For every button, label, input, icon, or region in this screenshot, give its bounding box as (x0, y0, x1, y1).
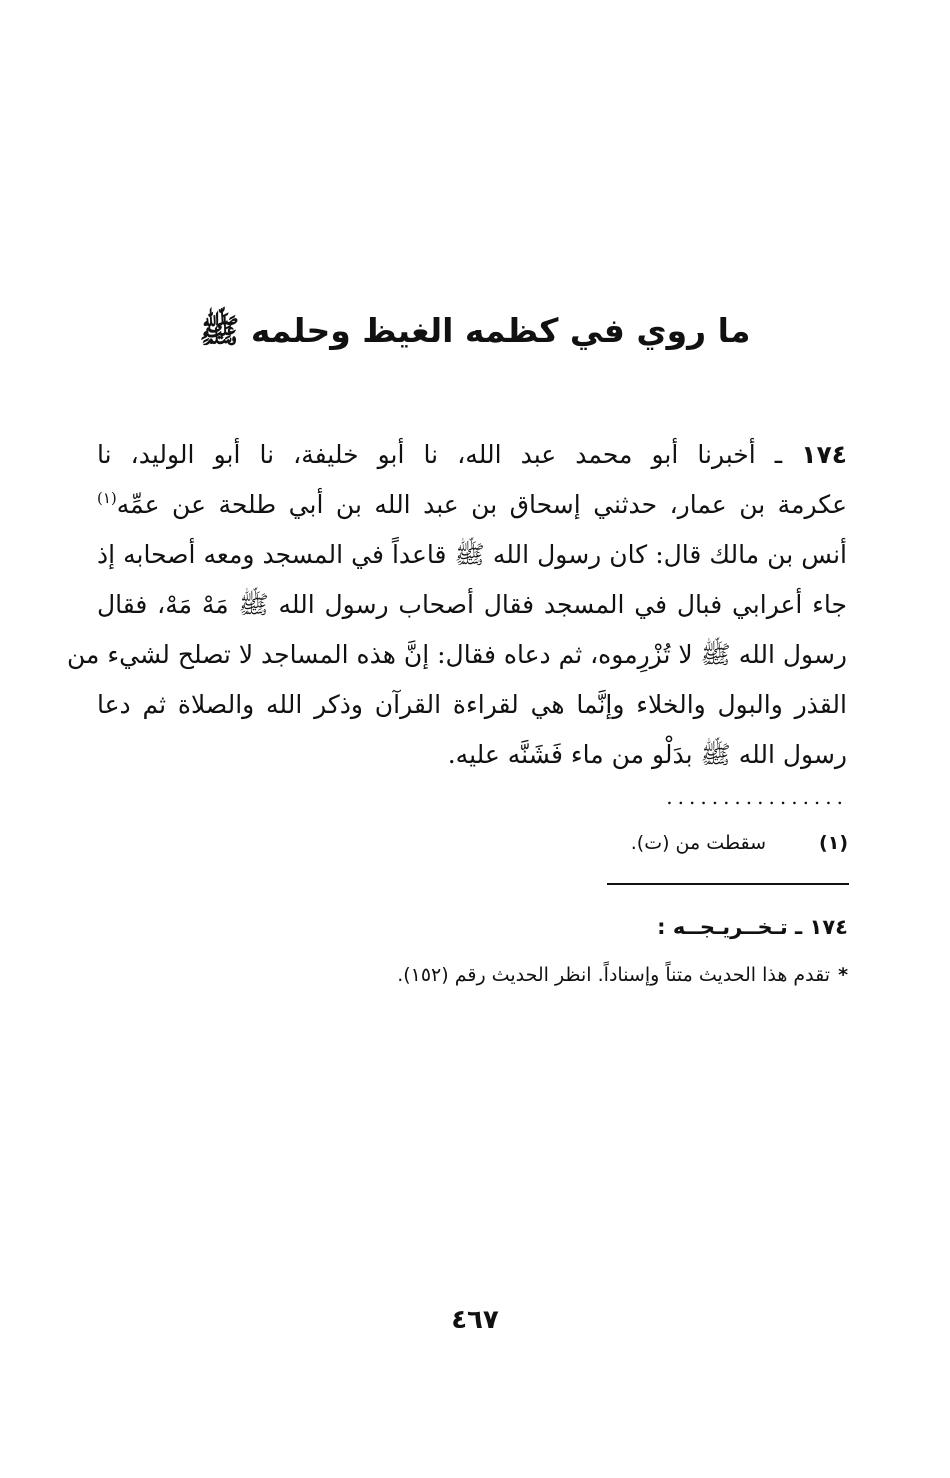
asterisk-icon: * (838, 964, 848, 986)
hadith-line-5: رسول الله ﷺ لا تُزْرِموه، ثم دعاه فقال: إنَّ هذه المساجد لا تصلح لشيء من (67, 640, 847, 669)
hadith-line-1-text: أخبرنا أبو محمد عبد الله، نا أبو خليفة، نا أبو الوليد، نا (97, 440, 756, 469)
chapter-title: ما روي في كظمه الغيظ وحلمه ﷺ (199, 311, 751, 350)
hadith-body (67, 430, 848, 780)
takhrij-note (230, 958, 848, 992)
hadith-line-4: جاء أعرابي فبال في المسجد فقال أصحاب رسول الله ﷺ مَهْ مَهْ، فقال (97, 590, 847, 619)
takhrij-text: تقدم هذا الحديث متناً وإسناداً. انظر الحديث رقم (١٥٢). (397, 964, 831, 986)
takhrij-separator-rule (607, 883, 849, 885)
hadith-number: ١٧٤ (801, 440, 848, 469)
hadith-line-6: القذر والبول والخلاء وإنَّما هي لقراءة القرآن وذكر الله والصلاة ثم دعا (97, 690, 847, 719)
hadith-line-7: رسول الله ﷺ بدَلْو من ماء فَشَنَّه عليه. (447, 740, 847, 769)
page-number: ٤٦٧ (451, 1305, 499, 1335)
footnote (550, 826, 848, 860)
hadith-separator: ـ (755, 440, 802, 469)
hadith-line-2-text: عكرمة بن عمار، حدثني إسحاق بن عبد الله بن أبي طلحة عن عمِّه (116, 490, 847, 519)
footnote-number: (١) (819, 832, 848, 854)
hadith-line-1 (97, 430, 847, 480)
takhrij-heading: ١٧٤ ـ تـخــريـجــه : (657, 915, 848, 939)
hadith-line-3: أنس بن مالك قال: كان رسول الله ﷺ قاعداً في المسجد ومعه أصحابه إذ (97, 540, 847, 569)
footnote-text: سقطت من (ت). (630, 832, 766, 854)
hadith-line-2 (97, 480, 847, 530)
footnote-reference[interactable]: (١) (97, 489, 117, 507)
footnote-divider-dots: ................ (666, 785, 848, 809)
